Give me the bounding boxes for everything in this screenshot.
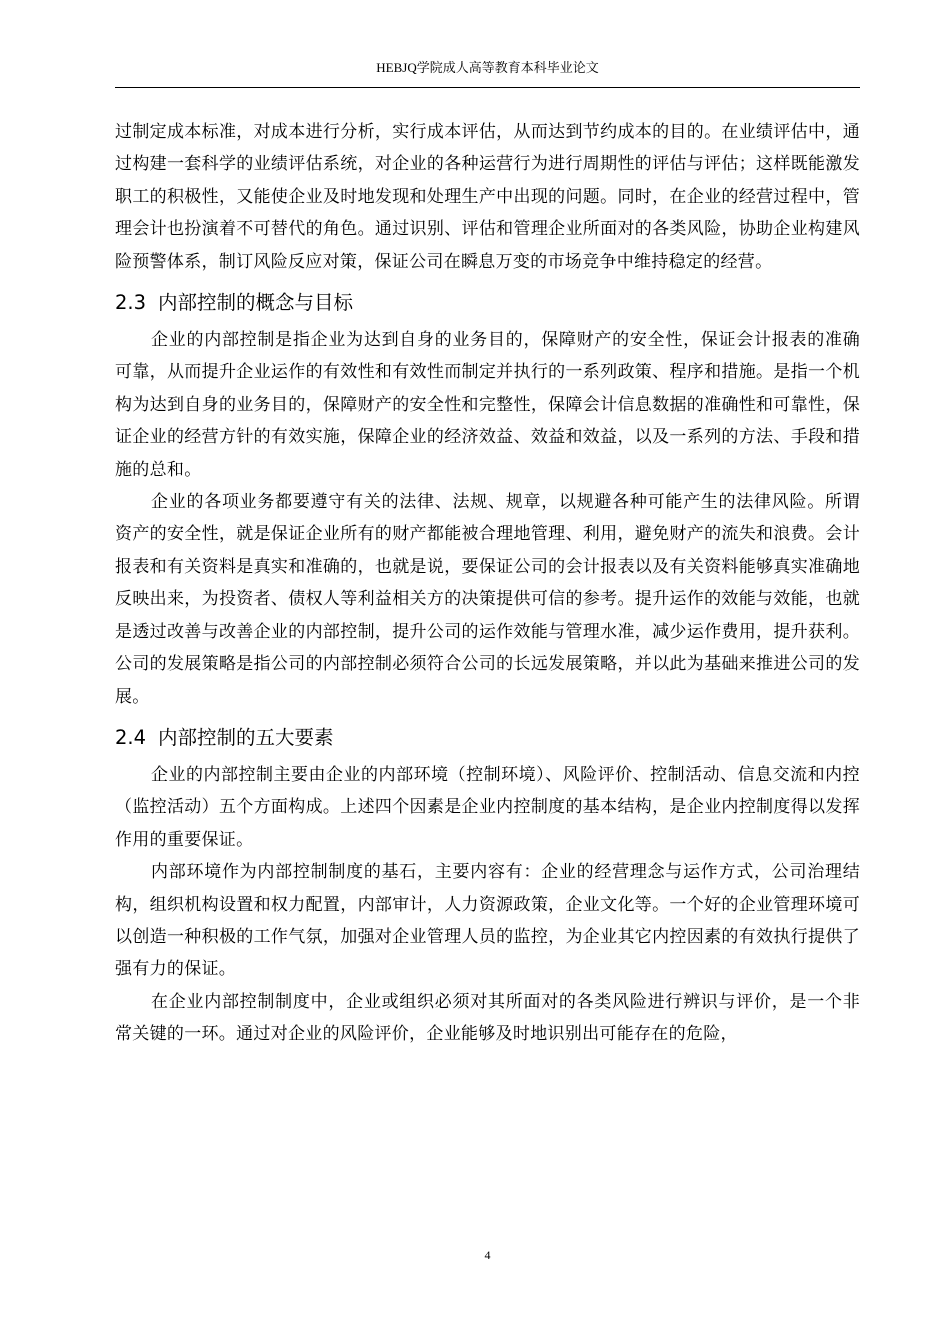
body-paragraph: 企业的内部控制是指企业为达到自身的业务目的，保障财产的安全性，保证会计报表的准确可靠，从而提升企业运作的有效性和有效性而制定并执行的一系列政策、程序和措施。是指一个机构为达到自身的业务目的，保障财产的安全性和完整性，保障会计信息数据的准确性和可靠性，保证企业的经营方针的有效实施，保障企业的经济效益、效益和效益，以及一系列的方法、手段和措施的总和。 xyxy=(115,330,860,480)
page-number: 4 xyxy=(484,1248,491,1262)
body-paragraph: 在企业内部控制制度中，企业或组织必须对其所面对的各类风险进行辨识与评价，是一个非常关键的一环。通过对企业的风险评价，企业能够及时地识别出可能存在的危险， xyxy=(115,991,860,1045)
section-title: 内部控制的概念与目标 xyxy=(158,291,354,315)
header-divider xyxy=(115,87,860,88)
body-paragraph: 企业的内部控制主要由企业的内部环境（控制环境）、风险评价、控制活动、信息交流和内控（监控活动）五个方面构成。上述四个因素是企业内控制度的基本结构，是企业内控制度得以发挥作用的重要保证。 xyxy=(115,764,860,850)
body-paragraph: 企业的各项业务都要遵守有关的法律、法规、规章，以规避各种可能产生的法律风险。所谓资产的安全性，就是保证企业所有的财产都能被合理地管理、利用，避免财产的流失和浪费。会计报表和有关资料是真实和准确的，也就是说，要保证公司的会计报表以及有关资料能够真实准确地反映出来，为投资者、债权人等利益相关方的决策提供可信的参考。提升运作的效能与效能，也就是透过改善与改善企业的内部控制，提升公司的运作效能与管理水准，减少运作费用，提升获利。公司的发展策略是指公司的内部控制必须符合公司的长远发展策略，并以此为基础来推进公司的发展。 xyxy=(115,492,860,707)
section-number: 2.4 xyxy=(115,725,147,749)
section-heading-2-4 xyxy=(115,723,860,753)
page-body xyxy=(115,116,860,1051)
body-paragraph: 内部环境作为内部控制制度的基石，主要内容有：企业的经营理念与运作方式，公司治理结构，组织机构设置和权力配置，内部审计，人力资源政策，企业文化等。一个好的企业管理环境可以创造一种积极的工作气氛，加强对企业管理人员的监控，为企业其它内控因素的有效执行提供了强有力的保证。 xyxy=(115,862,860,980)
section-heading-2-3 xyxy=(115,288,860,318)
page-header: HEBJQ学院成人高等教育本科毕业论文 xyxy=(376,60,599,75)
intro-paragraph: 过制定成本标准，对成本进行分析，实行成本评估，从而达到节约成本的目的。在业绩评估中，通过构建一套科学的业绩评估系统，对企业的各种运营行为进行周期性的评估与评估；这样既能激发职工的积极性，又能使企业及时地发现和处理生产中出现的问题。同时，在企业的经营过程中，管理会计也扮演着不可替代的角色。通过识别、评估和管理企业所面对的各类风险，协助企业构建风险预警体系，制订风险反应对策，保证公司在瞬息万变的市场竞争中维持稳定的经营。 xyxy=(115,122,860,272)
section-number: 2.3 xyxy=(115,291,147,315)
section-title: 内部控制的五大要素 xyxy=(158,725,334,749)
